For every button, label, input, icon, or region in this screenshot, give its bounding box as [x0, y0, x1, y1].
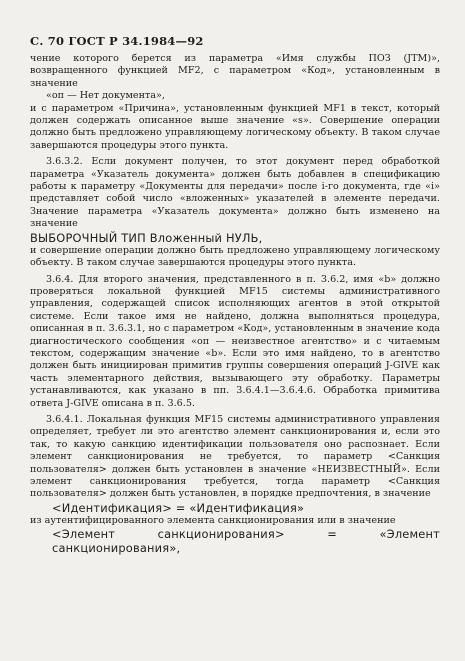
paragraph: 3.6.4.1. Локальная функция MF15 системы административного управления определяет, требует ли это агентство элемент санкционирования и, если это так, то какую санкцию идентификации пользователя оно распознает. Если элемент санкционирования не требуется, то параметр <Санкция пользователя> должен быть установлен в значение «НЕИЗВЕСТНЫЙ». Если элемент санкционирования требуется, тогда параметр <Санкция пользователя> должен быть установлен, в порядке предпочтения, в значение [30, 413, 440, 500]
paragraph: и совершение операции должно быть предложено управляющему логическому объекту. В таком случае завершаются процедуры этого пункта. [30, 244, 440, 269]
paragraph: и с параметром «Причина», установленным функцией MF1 в текст, который должен содержать описанное выше значение «s». Совершение операции должно быть предложено управляющему логическому объекту. В таком случае завершаются процедуры этого пункта. [30, 102, 440, 151]
paragraph: 3.6.4. Для второго значения, представленного в п. 3.6.2, имя «b» должно проверяться локальной функцией MF15 системы административного управления, содержащей список исполняющих агентов в этой открытой системе. Если такое имя не найдено, должна выполняться процедура, описанная в п. 3.6.3.1, но с параметром «Код», установленным в значение кода диагностического сообщения «оп — неизвестное агентство» и с читаемым текстом, содержащим значение «b». Если это имя найдено, то в агентство должен быть инициирован примитив группы совершения операций J-GIVE как часть элементарного действия, вызывающего эту обработку. Параметры устанавливаются, как указано в пп. 3.6.4.1—3.6.4.6. Обработка примитива ответа J-GIVE описана в п. 3.6.5. [30, 273, 440, 409]
paragraph-formula: <Элемент санкционирования> = «Элемент санкционирования», [52, 527, 440, 556]
paragraph-quote: «оп — Нет документа», [46, 90, 165, 102]
paragraph-choice-type: ВЫБОРОЧНЫЙ ТИП Вложенный НУЛЬ, [30, 230, 263, 245]
paragraph: 3.6.3.2. Если документ получен, то этот документ перед обработкой параметра «Указатель документа» должен быть добавлен в спецификацию работы к параметру «Документы для передачи» после i-го документа, где «i» представляет собой число «вложенных» указателей в элементе передачи. Значение параметра «Указатель документа» должно быть изменено на значение [30, 156, 440, 230]
document-body [30, 53, 440, 555]
paragraph: из аутентифицированного элемента санкционирования или в значение [30, 514, 396, 526]
paragraph-formula: <Идентификация> = «Идентификация» [52, 500, 305, 515]
paragraph: чение которого берется из параметра «Имя службы ПОЗ (JTM)», возвращенного функцией MF2, с параметром «Код», установленным в значение [30, 53, 440, 89]
page-header: С. 70 ГОСТ Р 34.1984—92 [30, 34, 204, 48]
